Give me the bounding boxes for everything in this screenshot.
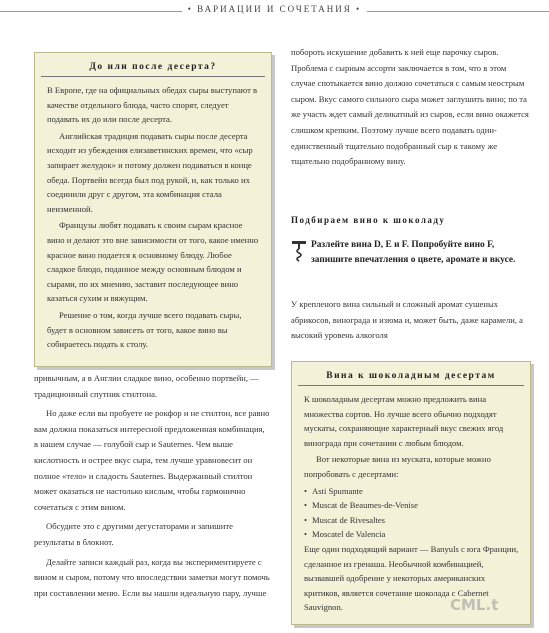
watermark: CML.t <box>450 596 499 614</box>
corkscrew-icon <box>291 240 307 264</box>
box-dessert-paragraph: Решение о том, когда лучше всего подавать сыры, будет в основном зависеть от того, какое вино вы собираетесь подать к столу. <box>47 309 242 350</box>
box-dessert-paragraph: Английская традиция подавать сыры после десерта исходит из убеждения елизаветинских времен, что «сыр запирает желудок» и потому должен подаваться в конце обеда. Портвейн всегда был под рукой, и, как только их соединили друг с другом, эта комбинация стала неизменной. <box>47 130 253 214</box>
page-header <box>0 0 549 24</box>
header-title: • ВАРИАЦИИ И СОЧЕТАНИЯ • <box>182 4 367 14</box>
wine-list-item: • Asti Spumante <box>304 484 520 499</box>
box-chocolate-heading: Вина к шоколадным десертам <box>298 366 524 386</box>
box-chocolate-lead: Вот некоторые вина из муската, которые можно попробовать с десертами: <box>304 454 491 479</box>
wine-list-item: • Muscat de Beaumes-de-Venise <box>304 498 520 513</box>
wine-list-item: • Moscatel de Valencia <box>304 527 520 542</box>
box-dessert-paragraph: В Европе, где на официальных обедах сыры выступают в качестве отдельного блюда, часто спорят, следует подавать их до или после десерта. <box>47 85 258 125</box>
body-paragraph: У крепленого вина сильный и сложный аромат сушеных абрикосов, винограда и изюма и, может быть, даже карамели, а высокий уровень алкоголя <box>291 299 523 341</box>
sidebar-box-dessert <box>34 52 272 367</box>
wine-list <box>304 484 520 542</box>
body-paragraph: Но даже если вы пробуете не рокфор и не стилтон, все равно вам должна показаться интересной предложенная комбинация, в нашем случае — голубой сыр и Sauternes. Чем выше кислотность и острее вкус сыра, тем лучше уравновесит он полное «тело» и сладость Sauternes. Выдержанный стилтон может оказаться не настолько кислым, чтобы гармонично сочетаться с этим вином. <box>34 408 270 512</box>
left-column <box>34 371 270 605</box>
wine-list-item: • Muscat de Rivesaltes <box>304 513 520 528</box>
right-column-top <box>291 45 529 174</box>
right-column-bottom <box>291 297 529 348</box>
body-paragraph: побороть искушение добавить к ней еще парочку сыров. Проблема с сырным ассорти заключается в том, что в этом случае спотыкается вино должно сочетаться с самым неострым сыром. Вкус самого сильного сыра может заглушить вино; по та же участь ждет самый деликатный из сыров, если вино окажется слишком крепким. Поэтому лучше всего подавать один-единственный тщательно подобранный сыр к такому же тщательно подобранному вину. <box>291 47 529 167</box>
body-paragraph: Обсудите это с другими дегустаторами и запишите результаты в блокнот. <box>34 521 233 547</box>
body-paragraph: привычным, а в Англии сладкое вино, особенно портвейн, — традиционный спутник стилтона. <box>34 373 259 399</box>
section-subheading: Подбираем вино к шоколаду <box>291 215 446 225</box>
box-dessert-paragraph: Французы любят подавать к своим сырам красное вино и делают это вне зависимости от того, какое именно красное вино подается к основному блюду. Любое сладкое блюдо, поданное между основным блюдом и сырами, по их мнению, заставит последующее вино казаться сухим и вяжущим. <box>47 220 259 304</box>
box-dessert-heading: До или после десерта? <box>41 57 265 77</box>
tasting-tip <box>291 238 531 269</box>
sidebar-box-chocolate <box>291 361 531 625</box>
body-paragraph: Делайте записи каждый раз, когда вы экспериментируете с вином и сыром, потому что впоследствии заметки могут помочь при составлении меню. Если вы нашли идеальную пару, лучше <box>34 556 270 598</box>
tip-text: Разлейте вина D, E и F. Попробуйте вино F, запишите впечатления о цвете, аромате и вкусе. <box>311 240 516 266</box>
box-chocolate-intro: К шоколадным десертам можно предложить вина множества сортов. Но лучше всего обычно подходят мускаты, сохраняющие характерный вкус свежих ягод винограда при сочетании с любым блюдом. <box>304 394 504 448</box>
box-chocolate-outro: Еще один подходящий вариант — Banyuls с юга Франции, сделанное из гренаша. Необычной комбинацией, вызвавшей одобрение у некоторых американских критиков, является сочетание шоколада с Cabernet Sauvignon. <box>304 543 519 613</box>
